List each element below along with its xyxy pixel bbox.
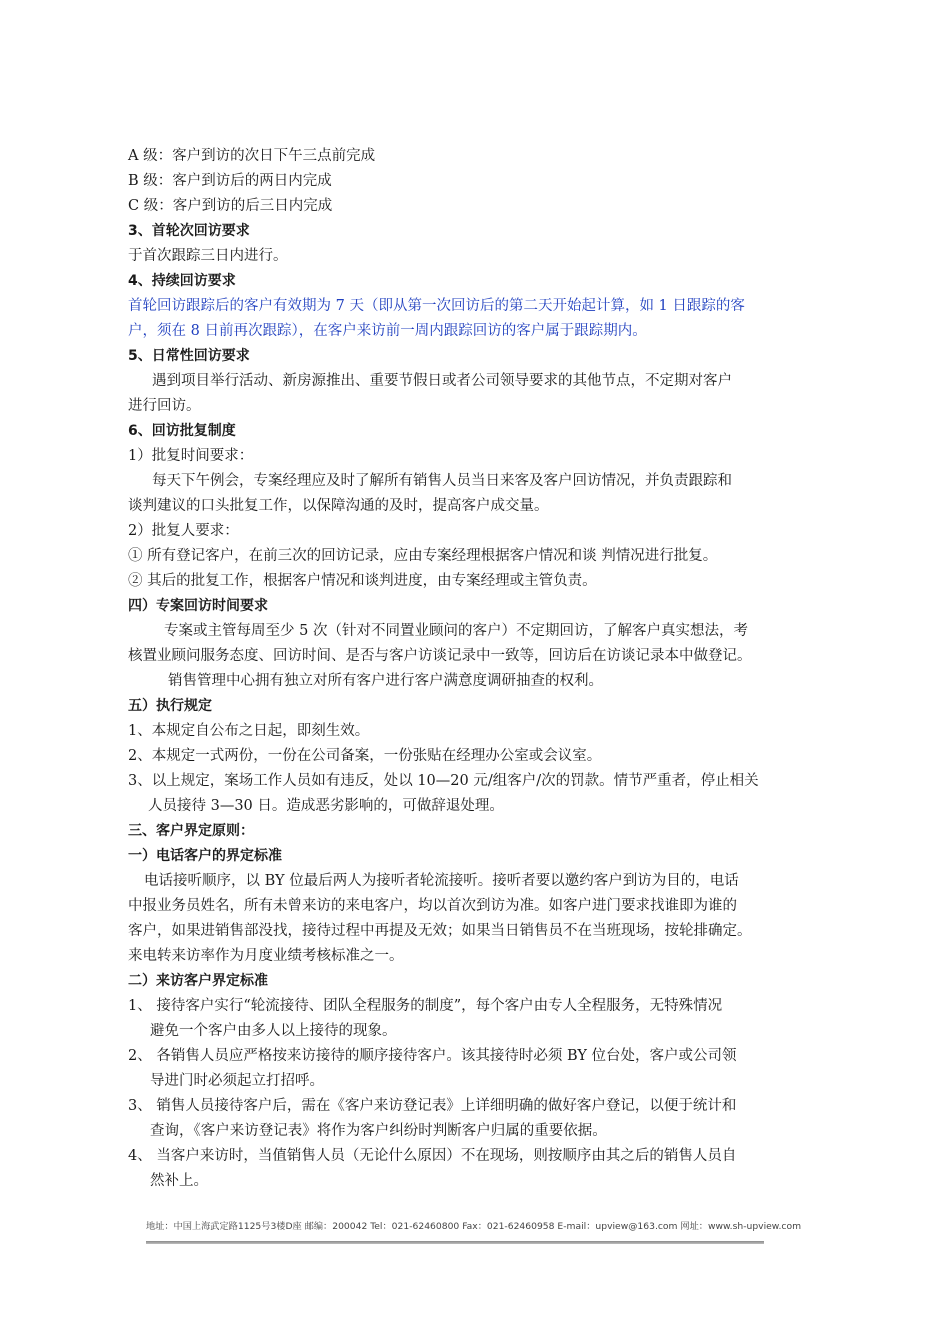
section-heading: 6、回访批复制度 xyxy=(128,423,236,439)
body-line: A 级：客户到访的次日下午三点前完成 xyxy=(128,148,376,164)
section-heading: 4、持续回访要求 xyxy=(128,273,236,289)
section-heading: 三、客户界定原则： xyxy=(128,823,254,839)
body-line: 来电转来访率作为月度业绩考核标准之一。 xyxy=(128,948,404,964)
body-line: 1）批复时间要求： xyxy=(128,448,254,464)
body-line: 电话接听顺序，以 BY 位最后两人为接听者轮流接听。接听者要以邀约客户到访为目的，电话 xyxy=(144,873,739,889)
body-line: 2、本规定一式两份，一份在公司备案，一份张贴在经理办公室或会议室。 xyxy=(128,748,602,764)
section-heading: 一）电话客户的界定标准 xyxy=(128,848,282,864)
body-line: 2）批复人要求： xyxy=(128,523,239,539)
body-line: 于首次跟踪三日内进行。 xyxy=(128,248,288,264)
body-line: 导进门时必须起立打招呼。 xyxy=(150,1073,324,1089)
body-line: 核置业顾问服务态度、回访时间、是否与客户访谈记录中一致等，回访后在访谈记录本中做登记。 xyxy=(128,648,752,664)
section-heading: 四）专案回访时间要求 xyxy=(128,598,268,614)
body-line: B 级：客户到访后的两日内完成 xyxy=(128,173,332,189)
body-line: 3、以上规定，案场工作人员如有违反，处以 10—20 元/组客户/次的罚款。情节严重者，停止相关 xyxy=(128,773,759,789)
body-line: 1、 接待客户实行“轮流接待、团队全程服务的制度”，每个客户由专人全程服务，无特殊情况 xyxy=(128,998,723,1014)
body-line: 每天下午例会，专案经理应及时了解所有销售人员当日来客及客户回访情况，并负责跟踪和 xyxy=(152,473,732,489)
body-line: 谈判建议的口头批复工作，以保障沟通的及时，提高客户成交量。 xyxy=(128,498,549,514)
page-footer: 地址：中国上海武定路1125号3楼D座 邮编：200042 Tel：021-62460800 Fax：021-62460958 E-mail：upview@163.com 网址：www.sh-upview.com xyxy=(146,1221,802,1232)
body-line: 中报业务员姓名，所有未曾来访的来电客户，均以首次到访为准。如客户进门要求找谁即为谁的 xyxy=(128,898,737,914)
section-heading: 3、首轮次回访要求 xyxy=(128,223,250,239)
body-line: 4、 当客户来访时，当值销售人员（无论什么原因）不在现场，则按顺序由其之后的销售人员自 xyxy=(128,1148,737,1164)
body-line: 1、本规定自公布之日起，即刻生效。 xyxy=(128,723,370,739)
body-line: 遇到项目举行活动、新房源推出、重要节假日或者公司领导要求的其他节点，不定期对客户 xyxy=(152,373,732,389)
body-line: 2、 各销售人员应严格按来访接待的顺序接待客户。该其接待时必须 BY 位台处，客户或公司领 xyxy=(128,1048,737,1064)
footer-divider xyxy=(146,1241,764,1244)
body-line: 人员接待 3—30 日。造成恶劣影响的，可做辞退处理。 xyxy=(148,798,504,814)
body-line: 首轮回访跟踪后的客户有效期为 7 天（即从第一次回访后的第二天开始起计算，如 1 日跟踪的客 xyxy=(128,298,745,314)
body-line: 进行回访。 xyxy=(128,398,201,414)
section-heading: 5、日常性回访要求 xyxy=(128,348,250,364)
body-line: ② 其后的批复工作，根据客户情况和谈判进度，由专案经理或主管负责。 xyxy=(128,573,597,589)
body-line: 户，须在 8 日前再次跟踪），在客户来访前一周内跟踪回访的客户属于跟踪期内。 xyxy=(128,323,647,339)
body-line: 专案或主管每周至少 5 次（针对不同置业顾问的客户）不定期回访，了解客户真实想法，考 xyxy=(164,623,748,639)
body-line: 3、 销售人员接待客户后，需在《客户来访登记表》上详细明确的做好客户登记，以便于统计和 xyxy=(128,1098,737,1114)
body-line: 客户，如果进销售部没找，接待过程中再提及无效；如果当日销售员不在当班现场，按轮排确定。 xyxy=(128,923,752,939)
section-heading: 二）来访客户界定标准 xyxy=(128,973,268,989)
body-line: 查询，《客户来访登记表》将作为客户纠纷时判断客户归属的重要依据。 xyxy=(150,1123,607,1139)
body-line: 销售管理中心拥有独立对所有客户进行客户满意度调研抽查的权利。 xyxy=(168,673,603,689)
body-line: 然补上。 xyxy=(150,1173,208,1189)
body-line: C 级：客户到访的后三日内完成 xyxy=(128,198,333,214)
body-line: 避免一个客户由多人以上接待的现象。 xyxy=(150,1023,397,1039)
body-line: ① 所有登记客户，在前三次的回访记录，应由专案经理根据客户情况和谈 判情况进行批复。 xyxy=(128,548,718,564)
section-heading: 五）执行规定 xyxy=(128,698,212,714)
